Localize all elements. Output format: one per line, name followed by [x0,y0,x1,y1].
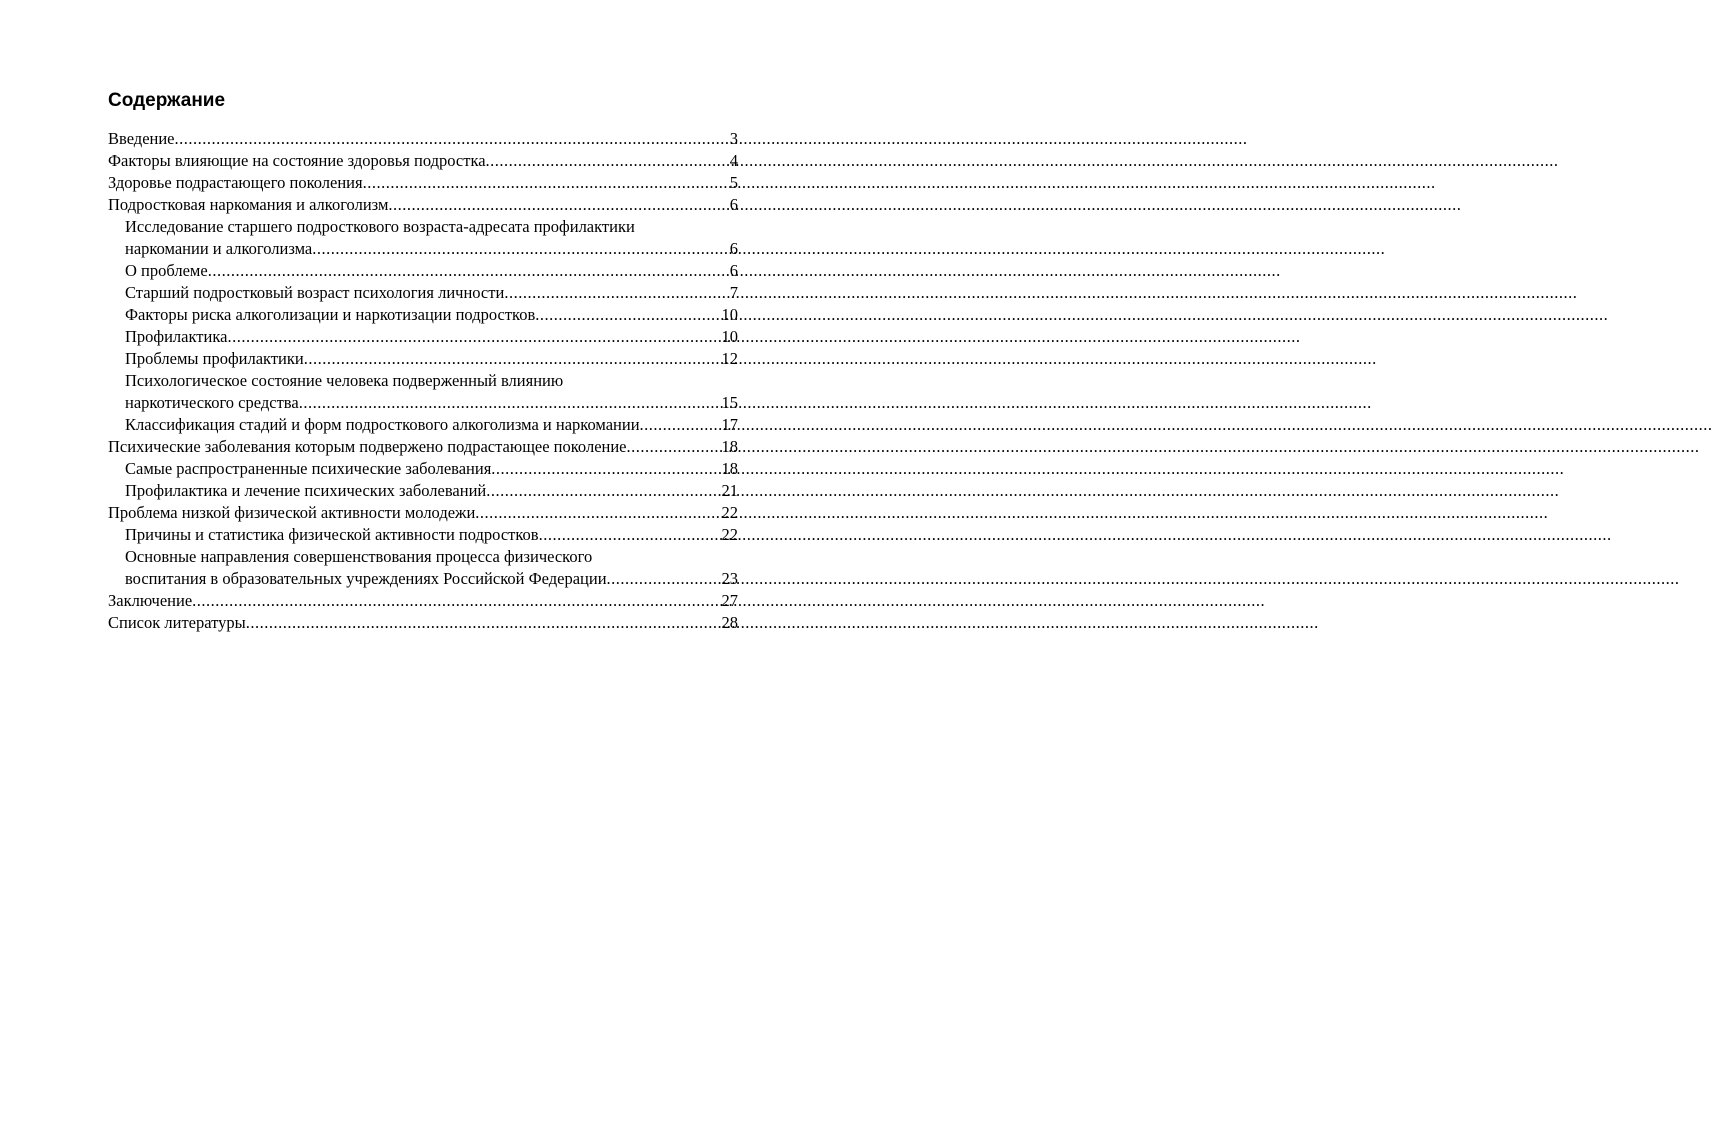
toc-entry-title: Подростковая наркомания и алкоголизм [108,195,389,214]
toc-entry[interactable] [108,128,738,150]
dot-leader [227,326,720,348]
toc-entry-row [125,348,738,370]
toc-entry-row [125,568,738,590]
dot-leader [486,150,729,172]
dot-leader [486,480,720,502]
toc-page-number: 12 [721,349,738,368]
dot-leader [299,392,721,414]
toc-entry-title-line: Психологическое состояние человека подверженный влиянию [125,371,564,390]
toc-page-number: 17 [721,415,738,434]
toc-entry-title: Заключение [108,591,193,610]
toc-page-number: 28 [721,613,738,632]
toc-entry-title: О проблеме [125,261,208,280]
toc-page-number: 18 [721,459,738,478]
toc-entry-row [125,304,738,326]
toc-entry-row [108,590,738,612]
toc-page-number: 3 [729,129,738,148]
toc-page-number: 27 [721,591,738,610]
toc-entry-row [125,238,738,260]
toc-entry-row [125,480,738,502]
toc-page-number: 10 [721,305,738,324]
dot-leader [304,348,721,370]
dot-leader [192,590,720,612]
toc-page-number: 22 [721,503,738,522]
toc-page-number: 5 [729,173,738,192]
toc-entry-row [108,150,738,172]
toc-entry-title: Факторы риска алкоголизации и наркотизации подростков [125,305,536,324]
toc-entry[interactable] [108,326,738,348]
toc-entry-row [108,436,738,458]
dot-leader [607,568,721,590]
toc-entry-title: Старший подростковый возраст психология личности [125,283,505,302]
toc-entry-title-line: Основные направления совершенствования процесса физического [125,547,593,566]
toc-entry[interactable] [108,502,738,524]
toc-page-number: 18 [721,437,738,456]
toc-page-number: 4 [729,151,738,170]
toc-entry-row [125,458,738,480]
document-page [108,88,738,634]
toc-page-number: 6 [729,239,738,258]
toc-entry[interactable] [108,612,738,634]
toc-entry[interactable] [108,348,738,370]
toc-page-number: 21 [721,481,738,500]
dot-leader [535,304,720,326]
toc-entry-title: Введение [108,129,175,148]
toc-entry-row [125,282,738,304]
toc-heading: Содержание [108,90,226,111]
toc-entry-row [108,128,738,150]
toc-entry[interactable] [108,172,738,194]
toc-entry[interactable] [108,480,738,502]
dot-leader [627,436,721,458]
toc-entry[interactable] [108,282,738,304]
toc-entry[interactable] [108,304,738,326]
toc-entry-title: Профилактика [125,327,228,346]
toc-page-number: 7 [729,283,738,302]
toc-entry[interactable] [108,260,738,282]
toc-entry[interactable] [108,436,738,458]
dot-leader [312,238,728,260]
toc-page-number: 15 [721,393,738,412]
toc-page-number: 23 [721,569,738,588]
dot-leader [388,194,728,216]
toc-entry[interactable] [108,458,738,480]
toc-entry-row [108,612,738,634]
dot-leader [246,612,721,634]
toc-entry-title: Список литературы [108,613,246,632]
toc-entry-row [125,414,738,436]
dot-leader [363,172,729,194]
toc-entry-title: Классификация стадий и форм подросткового алкоголизма и наркомании [125,415,640,434]
toc-page-number: 6 [729,195,738,214]
toc-entry-row [108,502,738,524]
toc-entry[interactable] [108,590,738,612]
toc-entry[interactable] [108,216,738,260]
toc-entry-title: Психические заболевания которым подвержено подрастающее поколение [108,437,627,456]
dot-leader [208,260,729,282]
dot-leader [175,128,729,150]
dot-leader [640,414,721,436]
toc-entry-row [125,260,738,282]
toc-entry-title: Самые распространенные психические заболевания [125,459,492,478]
toc-entry-title: Проблемы профилактики [125,349,304,368]
toc-entry-title-line: Исследование старшего подросткового возраста-адресата профилактики [125,217,635,236]
toc-entry-title: Проблема низкой физической активности молодежи [108,503,476,522]
toc-entry-title: Факторы влияющие на состояние здоровья подростка [108,151,486,170]
toc-entry[interactable] [108,150,738,172]
toc-entry-row [108,194,738,216]
dot-leader [504,282,728,304]
toc-page-number: 10 [721,327,738,346]
toc-entry[interactable] [108,194,738,216]
toc-entry[interactable] [108,370,738,414]
toc-page-number: 22 [721,525,738,544]
toc-entry-title: Здоровье подрастающего поколения [108,173,363,192]
toc-entry-title: наркомании и алкоголизма [125,239,313,258]
toc-list [108,128,738,634]
toc-entry-title: наркотического средства [125,393,299,412]
dot-leader [539,524,721,546]
dot-leader [475,502,720,524]
toc-entry-row [125,392,738,414]
toc-entry[interactable] [108,546,738,590]
toc-page-number: 6 [729,261,738,280]
toc-entry-row [125,524,738,546]
dot-leader [491,458,720,480]
toc-entry-title: Причины и статистика физической активности подростков [125,525,539,544]
toc-entry-title: воспитания в образовательных учреждениях Российской Федерации [125,569,607,588]
toc-entry-row [125,326,738,348]
toc-entry-title: Профилактика и лечение психических заболеваний [125,481,487,500]
toc-entry[interactable] [108,414,738,436]
toc-entry[interactable] [108,524,738,546]
toc-entry-row [108,172,738,194]
